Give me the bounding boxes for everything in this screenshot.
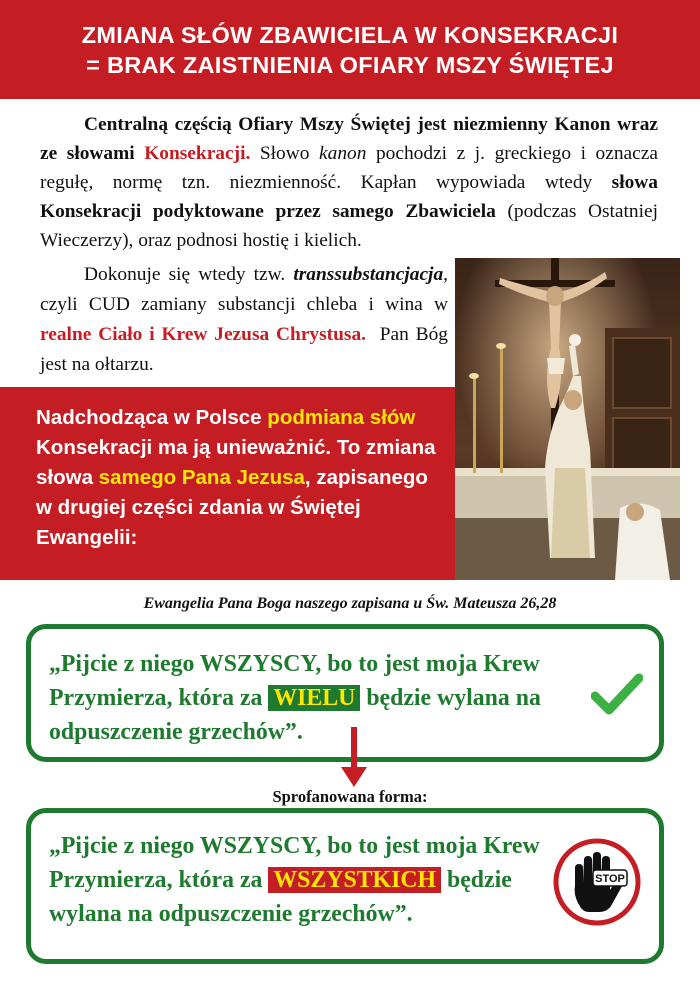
transubstantiation-paragraph: [40, 260, 448, 380]
correct-quote-after: będzie wylana na odpuszczenie grzechów”.: [49, 685, 541, 745]
crucifix-altar-painting: [455, 258, 680, 580]
para2-text-3: Pan Bóg jest na ołtarzu.: [40, 324, 448, 375]
konsekracji-word: Konsekracji.: [144, 143, 251, 164]
warning-text-2: Konsekracji ma ją unieważnić. To zmiana słowa: [36, 436, 436, 489]
arrow-down-icon: [341, 727, 367, 787]
stop-sign-text: STOP: [595, 873, 625, 885]
profaned-quote-after: będzie wylana na odpuszczenie grzechów”.: [49, 867, 512, 927]
warning-text: [36, 403, 446, 553]
checkmark-icon: [591, 672, 643, 716]
stop-hand-icon: [553, 838, 641, 926]
warning-box: [0, 387, 455, 580]
intro-text-3: (podczas Ostatniej Wieczerzy), oraz podnosi hostię i kielich.: [40, 201, 658, 251]
warning-text-1: Nadchodząca w Polsce: [36, 406, 262, 429]
profaned-quote-box: [26, 808, 664, 964]
profaned-quote-before: „Pijcie z niego WSZYSCY, bo to jest moja Krew Przymierza, która za: [49, 833, 540, 893]
title-line-1: ZMIANA SŁÓW ZBAWICIELA W KONSEKRACJI: [81, 21, 619, 48]
intro-text-1: Słowo: [259, 143, 310, 164]
profaned-form-label: Sprofanowana forma:: [272, 787, 428, 806]
kanon-word: kanon: [319, 143, 367, 164]
wszystkich-highlight: WSZYSTKICH: [268, 867, 441, 893]
title-banner: [0, 0, 700, 99]
intro-text-2: pochodzi z j. greckiego i oznacza regułę, normę tzn. niezmienność. Kapłan wypowiada wtedy: [40, 143, 658, 193]
intro-bold-start: Centralną częścią Ofiary Mszy Świętej jest niezmienny Kanon wraz ze słowami: [40, 114, 658, 164]
transsubstancjacja-word: transsubstancjacja: [293, 264, 444, 285]
samego-pana-jezusa-highlight: samego Pana Jezusa: [98, 466, 305, 489]
intro-paragraph: [40, 110, 658, 255]
correct-quote: [49, 647, 609, 749]
warning-text-3: , zapisanego w drugiej części zdania w Świętej Ewangelii:: [36, 466, 428, 549]
intro-bold-phrase: słowa Konsekracji podyktowane przez samego Zbawiciela: [40, 172, 658, 222]
gospel-source-caption: Ewangelia Pana Boga naszego zapisana u Św. Mateusza 26,28: [143, 595, 557, 612]
para2-text-1: Dokonuje się wtedy tzw.: [84, 264, 286, 285]
title-line-2: = BRAK ZAISTNIENIA OFIARY MSZY ŚWIĘTEJ: [86, 51, 614, 78]
para2-text-2: , czyli CUD zamiany substancji chleba i wina w: [40, 264, 448, 315]
podmiana-slow-highlight: podmiana słów: [267, 406, 416, 429]
body-blood-phrase: realne Ciało i Krew Jezusa Chrystusa.: [40, 324, 367, 345]
wielu-highlight: WIELU: [268, 685, 360, 711]
profaned-quote: [49, 829, 569, 931]
correct-quote-before: „Pijcie z niego WSZYSCY, bo to jest moja Krew Przymierza, która za: [49, 651, 540, 711]
